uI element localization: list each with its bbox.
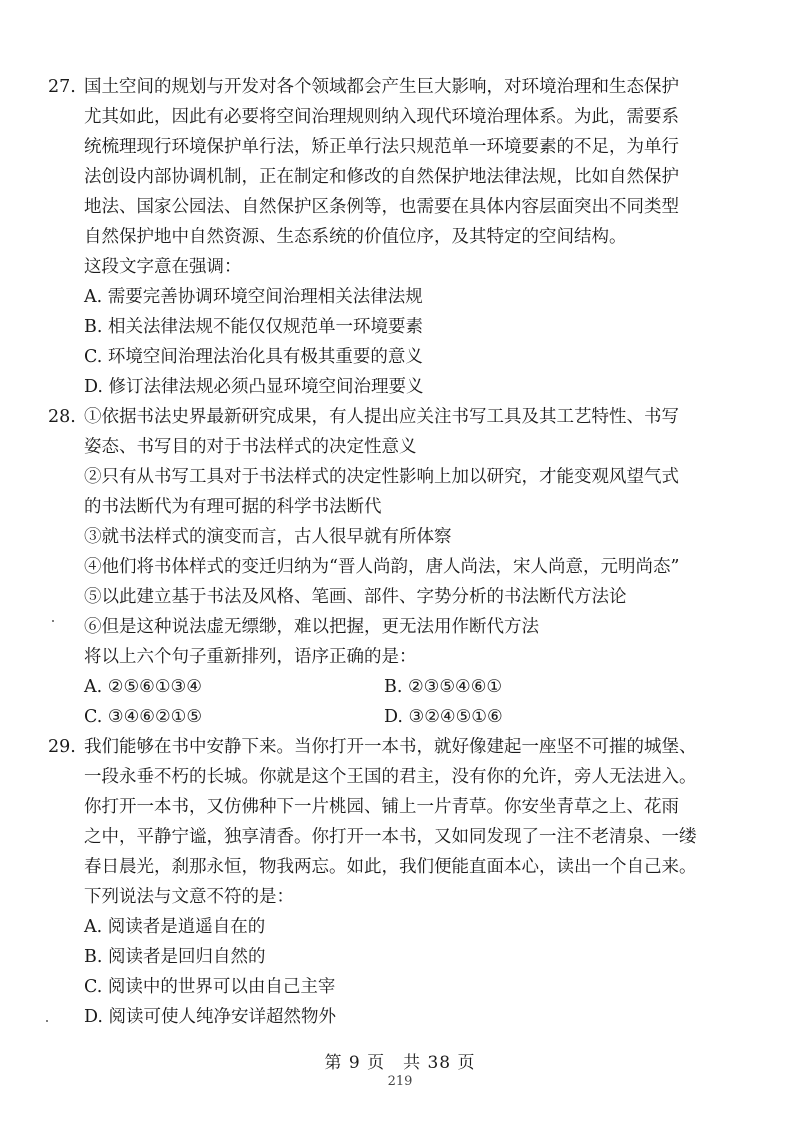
question-text: ⑥但是这种说法虚无缥缈，难以把握，更无法用作断代方法 — [84, 617, 539, 637]
option-c: C. 阅读中的世界可以由自己主宰 — [84, 977, 336, 997]
question-text: 自然保护地中自然资源、生态系统的价值位序，及其特定的空间结构。 — [84, 227, 627, 247]
question-text: 我们能够在书中安静下来。当你打开一本书，就好像建起一座坚不可摧的城堡、 — [84, 737, 697, 757]
question-prompt: 将以上六个句子重新排列，语序正确的是： — [84, 647, 417, 667]
option-d: D. 修订法律法规必须凸显环境空间治理要义 — [84, 377, 424, 397]
page-label: 第 9 页 共 38 页 — [324, 1053, 476, 1073]
question-29 — [48, 732, 724, 1032]
option-row — [84, 702, 724, 732]
question-number: 28. — [48, 407, 76, 427]
question-text: 一段永垂不朽的长城。你就是这个王国的君主，没有你的允许，旁人无法进入。 — [84, 767, 697, 787]
question-text: ③就书法样式的演变而言，古人很早就有所体察 — [84, 527, 452, 547]
question-number: 27. — [48, 77, 76, 97]
question-line — [44, 402, 724, 432]
question-text: ⑤以此建立基于书法及风格、笔画、部件、字势分析的书法断代方法论 — [84, 587, 627, 607]
option-a: A. ②⑤⑥①③④ — [84, 677, 202, 697]
scan-speck — [46, 1020, 48, 1022]
option-d: D. ③②④⑤①⑥ — [384, 707, 503, 727]
question-text: 尤其如此，因此有必要将空间治理规则纳入现代环境治理体系。为此，需要系 — [84, 107, 679, 127]
question-27 — [48, 72, 724, 402]
question-line — [44, 72, 724, 102]
question-prompt: 这段文字意在强调： — [84, 257, 242, 277]
option-b: B. 阅读者是回归自然的 — [84, 947, 266, 967]
option-a: A. 需要完善协调环境空间治理相关法律法规 — [84, 287, 423, 307]
question-text: ④他们将书体样式的变迁归纳为“晋人尚韵，唐人尚法，宋人尚意，元明尚态” — [84, 557, 680, 577]
question-text: ①依据书法史界最新研究成果，有人提出应关注书写工具及其工艺特性、书写 — [84, 407, 679, 427]
question-text: 法创设内部协调机制，正在制定和修改的自然保护地法律法规，比如自然保护 — [84, 167, 679, 187]
page-number: 219 — [387, 1074, 413, 1089]
option-d: D. 阅读可使人纯净安详超然物外 — [84, 1007, 337, 1027]
question-text: 统梳理现行环境保护单行法，矫正单行法只规范单一环境要素的不足，为单行 — [84, 137, 679, 157]
question-text: 姿态、书写目的对于书法样式的决定性意义 — [84, 437, 417, 457]
option-a: A. 阅读者是逍遥自在的 — [84, 917, 266, 937]
option-b: B. ②③⑤④⑥① — [384, 677, 503, 697]
question-prompt: 下列说法与文意不符的是： — [84, 887, 294, 907]
option-b: B. 相关法律法规不能仅仅规范单一环境要素 — [84, 317, 423, 337]
question-text: ②只有从书写工具对于书法样式的决定性影响上加以研究，才能变观风望气式 — [84, 467, 679, 487]
question-line — [44, 732, 724, 762]
question-text: 之中，平静宁谧，独享清香。你打开一本书，又如同发现了一注不老清泉、一缕 — [84, 827, 697, 847]
option-c: C. 环境空间治理法治化具有极其重要的意义 — [84, 347, 423, 367]
question-text: 你打开一本书，又仿佛种下一片桃园、铺上一片青草。你安坐青草之上、花雨 — [84, 797, 679, 817]
question-text: 国土空间的规划与开发对各个领域都会产生巨大影响，对环境治理和生态保护 — [84, 77, 679, 97]
question-28 — [48, 402, 724, 732]
question-text: 春日晨光，刹那永恒，物我两忘。如此，我们便能直面本心，读出一个自己来。 — [84, 857, 697, 877]
question-number: 29. — [48, 737, 76, 757]
option-c: C. ③④⑥②①⑤ — [84, 707, 203, 727]
question-text: 地法、国家公园法、自然保护区条例等，也需要在具体内容层面突出不同类型 — [84, 197, 679, 217]
option-row — [84, 672, 724, 702]
question-text: 的书法断代为有理可据的科学书法断代 — [84, 497, 382, 517]
scan-speck — [52, 620, 54, 622]
